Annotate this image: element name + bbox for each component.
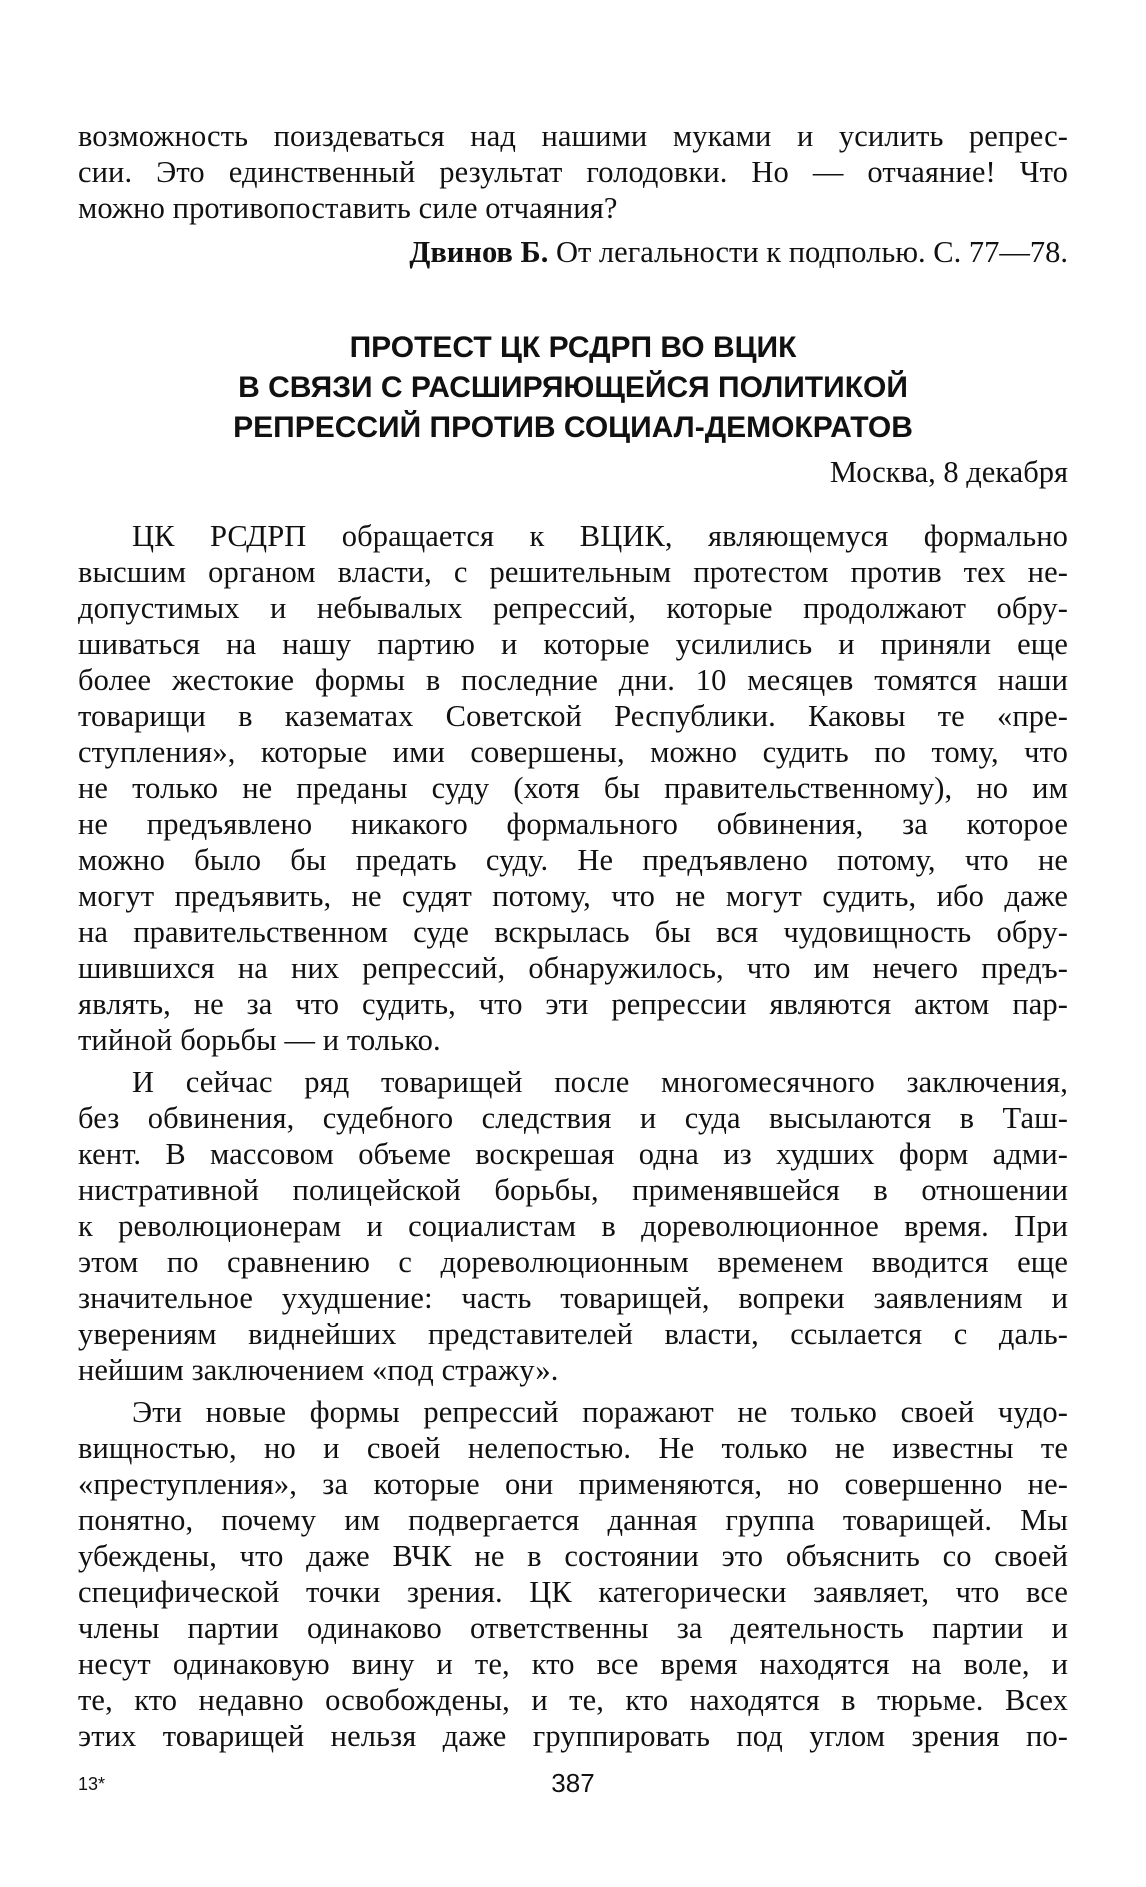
text-line: члены партии одинаково ответственны за деятельность партии и: [78, 1611, 1068, 1645]
text-line: кент. В массовом объеме воскрешая одна из худших форм адми-: [78, 1137, 1068, 1171]
top-paragraph: [78, 118, 1068, 226]
text-line: могут предъявить, не судят потому, что не могут судить, ибо даже: [78, 879, 1068, 913]
text-line: являть, не за что судить, что эти репрессии являются актом пар-: [78, 987, 1068, 1021]
text-line: на правительственном суде вскрылась бы вся чудовищность обру-: [78, 915, 1068, 949]
text-line: вищностью, но и своей нелепостью. Не только не известны те: [78, 1431, 1068, 1465]
text-line: ЦК РСДРП обращается к ВЦИК, являющемуся формально: [132, 519, 1068, 553]
body-paragraph-3: [78, 1394, 1068, 1754]
text-line: можно было бы предать суду. Не предъявлено потому, что не: [78, 843, 1068, 877]
text-line: Эти новые формы репрессий поражают не только своей чудо-: [132, 1395, 1068, 1429]
text-line: значительное ухудшение: часть товарищей, вопреки заявлениям и: [78, 1281, 1068, 1315]
text-line: нейшим заключением «под стражу».: [78, 1353, 559, 1387]
text-line: допустимых и небывалых репрессий, которые продолжают обру-: [78, 591, 1068, 625]
text-line: ступления», которые ими совершены, можно судить по тому, что: [78, 735, 1068, 769]
text-line: нистративной полицейской борьбы, применявшейся в отношении: [78, 1173, 1068, 1207]
text-line: сии. Это единственный результат голодовки. Но — отчаяние! Что: [78, 155, 1068, 189]
document-heading: [78, 328, 1068, 448]
dateline: Москва, 8 декабря: [829, 455, 1068, 489]
text-line: специфической точки зрения. ЦК категорически заявляет, что все: [78, 1575, 1068, 1609]
text-line: тийной борьбы — и только.: [78, 1023, 441, 1057]
text-line: к революционерам и социалистам в дореволюционное время. При: [78, 1209, 1068, 1243]
text-line: не предъявлено никакого формального обвинения, за которое: [78, 807, 1068, 841]
text-line: несут одинаковую вину и те, кто все время находятся на воле, и: [78, 1647, 1068, 1681]
body-paragraph-2: [78, 1064, 1068, 1388]
text-line: И сейчас ряд товарищей после многомесячного заключения,: [132, 1065, 1068, 1099]
text-line: без обвинения, судебного следствия и суда высылаются в Таш-: [78, 1101, 1068, 1135]
heading-line-1: ПРОТЕСТ ЦК РСДРП ВО ВЦИК: [349, 331, 797, 364]
text-line: уверениям виднейших представителей власти, ссылается с даль-: [78, 1317, 1068, 1351]
source-author: Двинов Б.: [409, 235, 549, 269]
text-line: этих товарищей нельзя даже группировать под углом зрения по-: [78, 1719, 1068, 1753]
page-number: 387: [551, 1768, 595, 1798]
text-line: шиваться на нашу партию и которые усилились и приняли еще: [78, 627, 1068, 661]
body-paragraph-1: [78, 518, 1068, 1058]
text-line: этом по сравнению с дореволюционным временем вводится еще: [78, 1245, 1068, 1279]
text-line: товарищи в казематах Советской Республики. Каковы те «пре-: [78, 699, 1068, 733]
source-title: От легальности к подполью. С. 77—78.: [555, 235, 1068, 269]
heading-line-3: РЕПРЕССИЙ ПРОТИВ СОЦИАЛ-ДЕМОКРАТОВ: [233, 411, 913, 444]
signature-mark: 13*: [78, 1774, 106, 1794]
text-line: более жестокие формы в последние дни. 10 месяцев томятся наши: [78, 663, 1068, 697]
text-line: убеждены, что даже ВЧК не в состоянии это объяснить со своей: [78, 1539, 1068, 1573]
text-line: высшим органом власти, с решительным протестом против тех не-: [78, 555, 1068, 589]
text-line: шившихся на них репрессий, обнаружилось, что им нечего предъ-: [78, 951, 1068, 985]
heading-line-2: В СВЯЗИ С РАСШИРЯЮЩЕЙСЯ ПОЛИТИКОЙ: [238, 371, 908, 404]
text-line: понятно, почему им подвергается данная группа товарищей. Мы: [78, 1503, 1068, 1537]
source-citation: [78, 234, 1068, 270]
text-line: можно противопоставить силе отчаяния?: [78, 191, 618, 225]
text-line: не только не преданы суду (хотя бы правительственному), но им: [78, 771, 1068, 805]
page: [78, 118, 1068, 1760]
page-footer: [0, 1768, 1146, 1802]
text-line: «преступления», за которые они применяются, но совершенно не-: [78, 1467, 1068, 1501]
text-line: возможность поиздеваться над нашими муками и усилить репрес-: [78, 119, 1068, 153]
text-line: те, кто недавно освобождены, и те, кто находятся в тюрьме. Всех: [78, 1683, 1068, 1717]
